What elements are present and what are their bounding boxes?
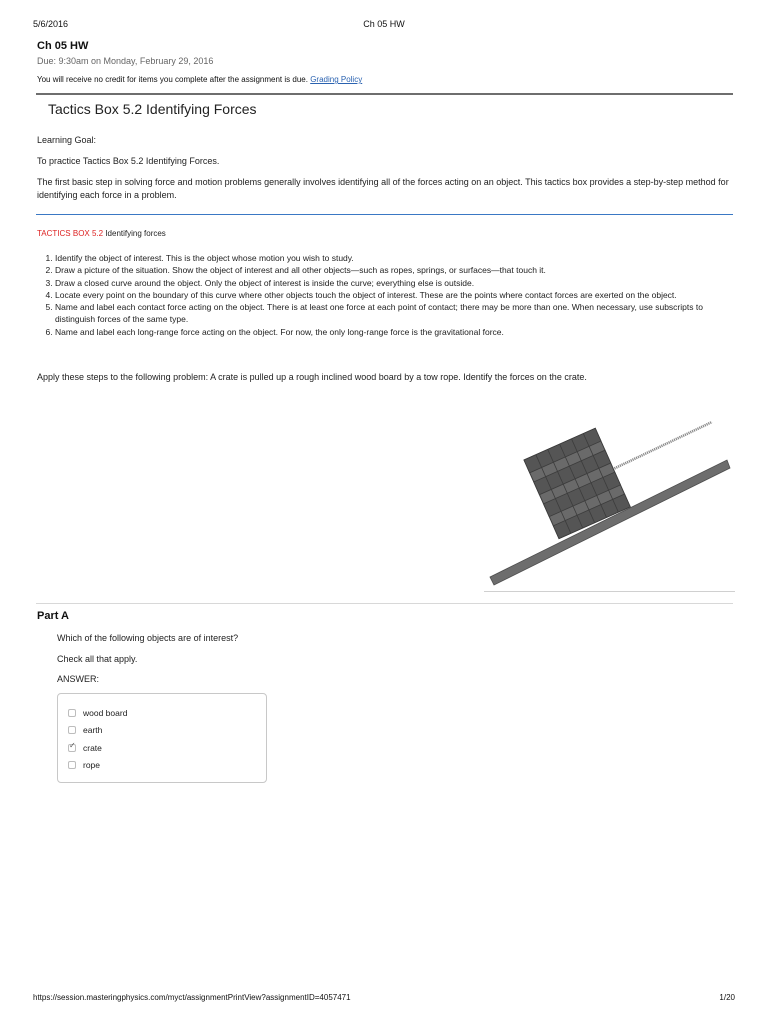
learning-goal-text: To practice Tactics Box 5.2 Identifying Forces. <box>37 156 220 166</box>
tow-rope <box>609 422 712 471</box>
problem-title: Tactics Box 5.2 Identifying Forces <box>48 101 257 117</box>
step-item: 6. Name and label each long-range force acting on the object. For now, the only long-range force is the gravitational force. <box>55 326 735 338</box>
step-item: 1. Identify the object of interest. This is the object whose motion you wish to study. <box>55 252 735 264</box>
tactics-box-name: Identifying forces <box>105 229 166 238</box>
step-item: 4. Locate every point on the boundary of this curve where other objects touch the object of interest. These are the points where contact forces are exerted on the object. <box>55 289 735 301</box>
option-label: crate <box>83 743 102 753</box>
divider-gray <box>36 603 733 604</box>
grading-policy-link[interactable]: Grading Policy <box>310 75 363 84</box>
crate-on-incline-figure <box>482 410 736 596</box>
tactics-box-heading <box>37 229 166 238</box>
checkbox-icon[interactable] <box>68 726 76 734</box>
divider-thick <box>36 93 733 95</box>
late-notice-text: You will receive no credit for items you complete after the assignment is due. <box>37 75 308 84</box>
tactics-steps <box>40 252 735 338</box>
option-wood-board[interactable] <box>68 706 127 720</box>
figure-baseline <box>484 591 735 592</box>
apply-instructions: Apply these steps to the following problem: A crate is pulled up a rough inclined wood board by a tow rope. Identify the forces on the crate. <box>37 372 587 382</box>
footer-url: https://session.masteringphysics.com/myct/assignmentPrintView?assignmentID=4057471 <box>33 993 351 1002</box>
step-item: 3. Draw a closed curve around the object. Only the object of interest is inside the curve; everything else is outside. <box>55 277 735 289</box>
option-label: earth <box>83 725 103 735</box>
part-a-instruction: Check all that apply. <box>57 654 138 664</box>
step-item: 2. Draw a picture of the situation. Show the object of interest and all other objects—such as ropes, springs, or surfaces—that touch it. <box>55 264 735 276</box>
intro-paragraph: The first basic step in solving force and motion problems generally involves identifying all of the forces acting on an object. This tactics box provides a step-by-step method for identifying each force in a problem. <box>37 177 729 200</box>
option-rope[interactable] <box>68 758 100 772</box>
checkbox-icon[interactable] <box>68 761 76 769</box>
print-title: Ch 05 HW <box>363 19 405 29</box>
answer-box <box>57 693 267 783</box>
option-crate[interactable] <box>68 741 102 755</box>
tactics-box-label: TACTICS BOX 5.2 <box>37 229 104 238</box>
divider-blue <box>36 214 733 215</box>
footer-page-number: 1/20 <box>719 993 735 1002</box>
assignment-title: Ch 05 HW <box>37 40 89 52</box>
checkbox-checked-icon[interactable] <box>68 744 76 752</box>
part-a-title: Part A <box>37 610 69 622</box>
option-label: wood board <box>83 708 128 718</box>
step-item: 5. Name and label each contact force acting on the object. There is at least one force at each point of contact; there may be more than one. When necessary, use subscripts to distinguish forces of the same type. <box>55 301 735 326</box>
answer-label: ANSWER: <box>57 674 100 684</box>
print-date: 5/6/2016 <box>33 19 69 29</box>
option-label: rope <box>83 760 101 770</box>
learning-goal-label: Learning Goal: <box>37 135 97 145</box>
checkbox-icon[interactable] <box>68 709 76 717</box>
due-date: Due: 9:30am on Monday, February 29, 2016 <box>37 56 214 66</box>
late-notice <box>37 75 362 84</box>
part-a-question: Which of the following objects are of interest? <box>57 633 239 643</box>
option-earth[interactable] <box>68 723 102 737</box>
